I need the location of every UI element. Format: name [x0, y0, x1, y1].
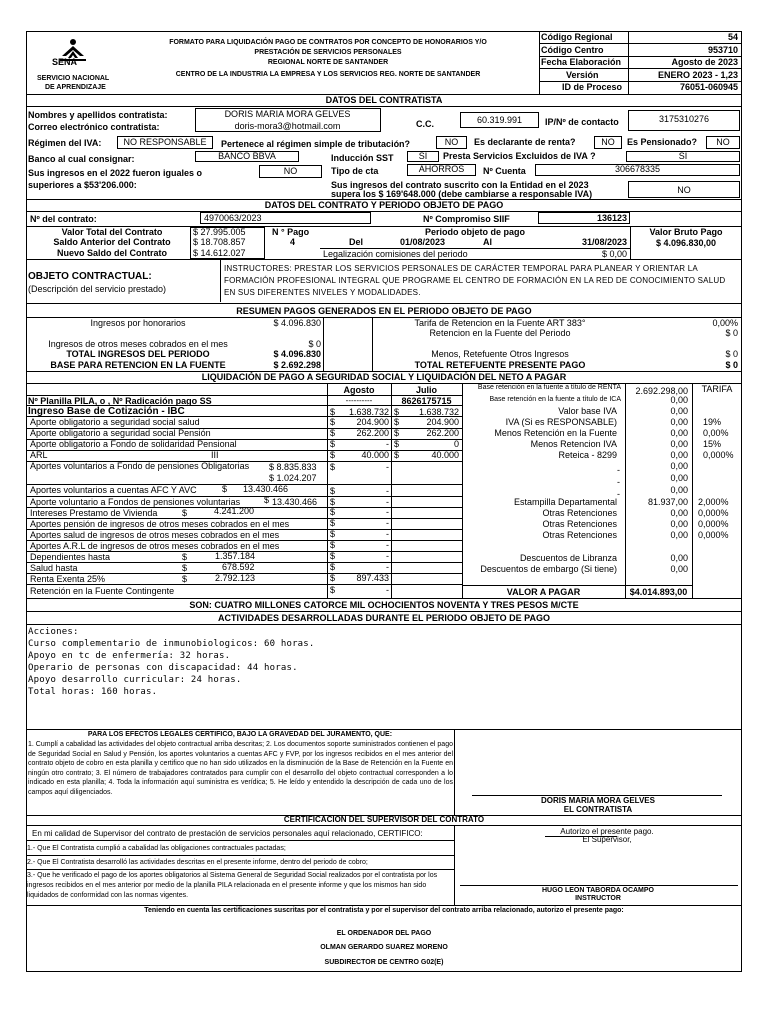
base-renta-value: 2.692.298,00	[635, 386, 688, 396]
siif-value: 136123	[596, 213, 627, 223]
induccion-label: Inducción SST	[331, 153, 394, 163]
vol-pension-1: $ 8.835.833	[269, 462, 317, 472]
ret-periodo-value: $ 0	[725, 328, 738, 338]
renta-value: NO	[601, 137, 615, 147]
legalizacion-value: $ 0,00	[601, 249, 627, 259]
al-value: 31/08/2023	[581, 237, 627, 247]
vivienda-col-dash: -	[386, 507, 389, 517]
otras-ret-value: 0,00	[670, 519, 688, 529]
total-rete-value: $ 0	[725, 360, 738, 370]
ss-row-julio-dollar: $	[394, 417, 400, 427]
induccion-value: SI	[418, 151, 428, 161]
form-title-4: CENTRO DE LA INDUSTRIA LA EMPRESA Y LOS SERVICIOS REG. NORTE DE SANTANDER	[175, 71, 481, 78]
presta-value: SI	[678, 151, 688, 161]
banco-label: Banco al cual consignar:	[28, 154, 135, 164]
num-contrato-value: 4970063/2023	[204, 213, 262, 223]
npago-value: 4	[289, 237, 295, 247]
codigo-regional-value: 54	[727, 32, 738, 42]
right-row-tarifa: 0,00%	[703, 428, 729, 438]
total-rete-label: TOTAL RETEFUENTE PRESENTE PAGO	[414, 360, 586, 370]
tipocta-label: Tipo de cta	[331, 166, 379, 176]
ingresos2022-line2: superiores a $53'206.000:	[28, 180, 137, 190]
right-row-value: 0,00	[670, 450, 688, 460]
actividad-line: Operario de personas con discapacidad: 44 horas.	[28, 663, 298, 673]
dependientes-dollar: $	[182, 552, 188, 562]
ordenador-nombre: OLMAN GERARDO SUAREZ MORENO	[320, 944, 448, 951]
arl-otros-label: Aportes A.R.L de ingresos de otros meses cobrados en el mes	[30, 541, 280, 551]
cuenta-label: Nº Cuenta	[483, 166, 526, 176]
otras-ret-label: Otras Retenciones	[542, 530, 617, 540]
ordenador-cargo: SUBDIRECTOR DE CENTRO G02(E)	[324, 959, 444, 966]
right-row-value: 0,00	[670, 439, 688, 449]
vol-pension-2: $ 1.024.207	[269, 473, 317, 483]
pensionado-value: NO	[716, 137, 730, 147]
nuevo-saldo-label: Nuevo Saldo del Contrato	[56, 248, 167, 258]
ss-row-label: Aporte obligatorio a seguridad social Pensión	[30, 428, 211, 438]
salud-hasta-col-dash: -	[386, 562, 389, 572]
salud-hasta-label: Salud hasta	[30, 563, 78, 573]
regimen-value: NO RESPONSABLE	[123, 137, 207, 147]
fecha-label: Fecha Elaboración	[541, 57, 622, 67]
afc-dollar: $	[222, 484, 228, 494]
vol-pension-label: Aportes voluntarios a Fondo de pensiones Obligatorias	[30, 461, 250, 471]
actividad-line: Curso complementario de inmunobiologicos: 60 horas.	[28, 639, 315, 649]
right-extra-value: 0,00	[670, 485, 688, 495]
presta-label: Presta Servicios Excluidos de IVA ?	[443, 151, 596, 161]
proceso-label: ID de Proceso	[562, 82, 623, 92]
fecha-value: Agosto de 2023	[671, 57, 738, 67]
ss-row-agosto: 262.200	[356, 428, 389, 438]
vol-fondo-col-dollar: $	[330, 497, 336, 507]
ibc-julio-dollar: $	[394, 407, 400, 417]
codigo-centro-label: Código Centro	[541, 45, 604, 55]
ingresos2022-line1: Sus ingresos en el 2022 fueron iguales o	[28, 168, 203, 178]
otras-ret-value: 0,00	[670, 530, 688, 540]
ss-row-julio-dollar: $	[394, 450, 400, 460]
simple-label: Pertenece al régimen simple de tributación?	[221, 139, 411, 149]
form-title-3: REGIONAL NORTE DE SANTANDER	[267, 59, 389, 66]
base-ica-label: Base retención en la fuente a título de ICA	[489, 396, 621, 403]
proceso-value: 76051-060945	[679, 82, 738, 92]
otras-ret-label: Otras Retenciones	[542, 508, 617, 518]
ss-row-julio: 262.200	[426, 428, 459, 438]
renta-exenta-dollar: $	[182, 574, 188, 584]
embargo-label: Descuentos de embargo (Si tiene)	[480, 564, 617, 574]
salud-hasta-dollar: $	[182, 563, 188, 573]
renta-exenta-label: Renta Exenta 25%	[30, 574, 106, 584]
tarifa-col: TARIFA	[701, 384, 733, 394]
ordenador-titulo: EL ORDENADOR DEL PAGO	[336, 930, 432, 937]
actividad-line: Total horas: 160 horas.	[28, 687, 158, 697]
ss-row-label: ARL	[30, 450, 48, 460]
vol-fondo-label: Aporte voluntario a Fondos de pensiones voluntarias	[30, 497, 241, 507]
saldo-anterior-value: $ 18.708.857	[193, 237, 246, 247]
supera-value: NO	[677, 185, 691, 195]
org-line1: SERVICIO NACIONAL	[37, 75, 110, 82]
estampilla-label: Estampilla Departamental	[513, 497, 617, 507]
otras-ret-tarifa: 0,000%	[698, 519, 729, 529]
regimen-label: Régimen del IVA:	[28, 138, 102, 148]
valor-bruto-label: Valor Bruto Pago	[649, 227, 723, 237]
contingente-dash: -	[386, 585, 389, 595]
saldo-anterior-label: Saldo Anterior del Contrato	[53, 237, 171, 247]
salud-otros-dash: -	[386, 529, 389, 539]
ss-row-agosto-dollar: $	[330, 439, 336, 449]
version-value: ENERO 2023 - 1,23	[657, 70, 738, 80]
base-label: BASE PARA RETENCION EN LA FUENTE	[50, 360, 226, 370]
vivienda-value: 4.241.200	[214, 506, 255, 516]
right-row-value: 0,00	[670, 428, 688, 438]
ingresos2022-value: NO	[283, 166, 298, 176]
col-agosto: Agosto	[343, 385, 375, 395]
col-julio: Julio	[415, 385, 437, 395]
supervisor-p2: 2.- Que El Contratista desarrolló las actividades descritas en el presente informe, dentro del periodo de cobro;	[27, 859, 368, 866]
total-ingresos-label: TOTAL INGRESOS DEL PERIODO	[66, 349, 210, 359]
pension-otros-dollar: $	[330, 518, 336, 528]
right-extra-value: 0,00	[670, 461, 688, 471]
afc-value: 13.430.466	[243, 484, 289, 494]
del-value: 01/08/2023	[400, 237, 446, 247]
right-row-label: Reteica - 8299	[558, 450, 617, 460]
honorarios-label: Ingresos por honorarios	[90, 318, 186, 328]
afc-label: Aportes voluntarios a cuentas AFC Y AVC	[30, 485, 197, 495]
otros-meses-value: $ 0	[308, 339, 321, 349]
otros-meses-label: Ingresos de otros meses cobrados en el mes	[48, 339, 228, 349]
otras-ret-label: Otras Retenciones	[542, 519, 617, 529]
planilla-label: Nº Planilla PILA, o , Nº Radicación pago SS	[28, 396, 212, 406]
right-extra-value: 0,00	[670, 473, 688, 483]
siif-label: Nº Compromiso SIIF	[423, 214, 510, 224]
correo-value[interactable]: doris-mora3@hotmail.com	[234, 121, 341, 131]
dependientes-col-dash: -	[386, 551, 389, 561]
ss-row-agosto: 40.000	[361, 450, 389, 460]
tipocta-value: AHORROS	[418, 164, 465, 174]
arl-otros-dollar: $	[330, 540, 336, 550]
npago-label: N ° Pago	[272, 227, 310, 237]
objeto-sub: (Descripción del servicio prestado)	[28, 284, 167, 294]
salud-hasta-value: 678.592	[222, 562, 255, 572]
nombre-value[interactable]: DORIS MARIA MORA GELVES	[224, 109, 351, 119]
pension-otros-dash: -	[386, 518, 389, 528]
renta-exenta-value: 2.792.123	[215, 573, 256, 583]
dependientes-value: 1.357.184	[215, 551, 256, 561]
periodo-label: Periodo objeto de pago	[424, 227, 525, 237]
contingente-label: Retención en la Fuente Contingente	[30, 586, 175, 596]
vivienda-dollar: $	[182, 508, 188, 518]
cert-text: 1. Cumplí a cabalidad las actividades del objeto contractual arriba descritas; 2. Los documentos soporte suministrados contienen el pago de Seguridad Social en Salud y Pensión, los aportes voluntarios a cuentas AFC y FVP, por los ingresos recibidos en el mes anterior del contrato objeto de cobro en esta planilla y certifico que no han sido utilizados en la disminución de la Base de Retención en la Fuente en ningún otro contrato; 3. El número de trabajadores contratados para cumplir con el desarrollo del objeto contractual corresponden a lo indicado en esta planilla; 4. Toda la información aquí suministra es verídica; 5. He leído y entendido la descripción de cada uno de los campos aquí diligenciados.	[28, 741, 453, 796]
total-ingresos-value: $ 4.096.830	[273, 349, 321, 359]
logo-text: SENA	[52, 57, 78, 67]
ss-row-julio: 0	[453, 439, 459, 449]
ibc-label: Ingreso Base de Cotización - IBC	[28, 406, 185, 417]
pensionado-label: Es Pensionado?	[627, 137, 698, 147]
vol-pension-dash: -	[386, 462, 389, 472]
ss-row-julio: 204.900	[426, 417, 459, 427]
autorizo-text: Autorizo el presente pago.	[560, 827, 654, 836]
actividad-line: Apoyo en tc de enfermería: 32 horas.	[28, 651, 231, 661]
ss-row-agosto-dollar: $	[330, 428, 336, 438]
son-letras: SON: CUATRO MILLONES CATORCE MIL OCHOCIENTOS NOVENTA Y TRES PESOS M/CTE	[189, 600, 579, 610]
cert-title: PARA LOS EFECTOS LEGALES CERTIFICO, BAJO LA GRAVEDAD DEL JURAMENTO, QUE:	[87, 731, 393, 738]
supervisor-title: CERTIFICACION DEL SUPERVISOR DEL CONTRATO	[283, 815, 485, 824]
ss-row-label: Aporte obligatorio a Fondo de solidaridad Pensional	[30, 439, 237, 449]
valor-bruto-value: $ 4.096.830,00	[655, 238, 717, 248]
contacto-value: 3175310276	[658, 114, 710, 124]
section-resumen: RESUMEN PAGOS GENERADOS EN EL PERIODO OBJETO DE PAGO	[236, 306, 532, 316]
simple-value: NO	[444, 137, 459, 147]
nuevo-saldo-value: $ 14.612.027	[193, 248, 246, 258]
al-label: Al	[483, 237, 492, 247]
section-contrato: DATOS DEL CONTRATO Y PERIODO OBJETO DE PAGO	[264, 200, 504, 210]
vivienda-label: Intereses Prestamo de Vivienda	[30, 508, 158, 518]
correo-label: Correo electrónico contratista:	[28, 122, 160, 132]
right-row-label: Menos Retencion IVA	[530, 439, 617, 449]
vol-pension-dollar: $	[330, 462, 336, 472]
legalizacion-label: Legalización comisiones del periodo	[323, 249, 468, 259]
ret-periodo-label: Retencion en la Fuente del Periodo	[429, 328, 571, 338]
afc-col-dollar: $	[330, 486, 336, 496]
base-renta-label: Base retención en la fuente a título de RENTA	[477, 384, 621, 391]
salud-hasta-col-dollar: $	[330, 562, 336, 572]
renta-exenta-col-value: 897.433	[356, 573, 389, 583]
right-row-tarifa: 19%	[703, 417, 722, 427]
base-ica-value: 0,00	[670, 395, 688, 405]
base-value: $ 2.692.298	[273, 360, 321, 370]
vol-fondo-value: 13.430.466	[272, 497, 318, 507]
ibc-agosto: 1.638.732	[348, 407, 389, 417]
sena-logo	[48, 38, 98, 74]
codigo-regional-label: Código Regional	[541, 32, 613, 42]
firma-contratista-rol: EL CONTRATISTA	[563, 805, 633, 814]
menos-value: $ 0	[725, 349, 738, 359]
right-row-label: Menos Retención en la Fuente	[494, 428, 617, 438]
section-contratista: DATOS DEL CONTRATISTA	[325, 95, 443, 105]
cc-label: C.C.	[416, 119, 434, 129]
honorarios-value: $ 4.096.830	[273, 318, 321, 328]
planilla-julio: 8626175715	[401, 396, 452, 406]
banco-value: BANCO BBVA	[218, 151, 276, 161]
libranza-value: 0,00	[670, 553, 688, 563]
form-title-2: PRESTACIÓN DE SERVICIOS PERSONALES	[254, 49, 402, 56]
planilla-agosto: ----------	[345, 396, 373, 405]
cuenta-value: 306678335	[614, 164, 661, 174]
el-supervisor: El Supervisor,	[582, 835, 632, 844]
right-row-tarifa: 0,000%	[703, 450, 734, 460]
ss-row-label: Aporte obligatorio a seguridad social salud	[30, 417, 200, 427]
supera-line1: Sus ingresos del contrato suscrito con la Entidad en el 2023	[331, 180, 589, 190]
supervisor-nombre: HUGO LEON TABORDA OCAMPO	[542, 887, 654, 894]
contacto-label: IP/Nº de contacto	[545, 117, 619, 127]
version-label: Versión	[566, 70, 599, 80]
sena-logo-icon	[48, 38, 98, 74]
codigo-centro-value: 953710	[707, 45, 738, 55]
right-row-label: IVA (Si es RESPONSABLE)	[505, 417, 617, 427]
objeto-label: OBJETO CONTRACTUAL:	[28, 271, 152, 282]
renta-label: Es declarante de renta?	[474, 137, 576, 147]
afc-col-dash: -	[386, 486, 389, 496]
salud-otros-dollar: $	[330, 529, 336, 539]
nombre-label: Nombres y apellidos contratista:	[28, 110, 168, 120]
ss-row-agosto-dollar: $	[330, 417, 336, 427]
firma-contratista-nombre: DORIS MARIA MORA GELVES	[541, 796, 655, 805]
num-contrato-label: Nº del contrato:	[30, 214, 97, 224]
right-extra-dash: -	[617, 465, 620, 475]
ordenador-text: Teniendo en cuenta las certificaciones suscritas por el contratista y por el supervisor del contrato arriba relacionado, autorizo el presente pago:	[144, 907, 624, 914]
ss-row-julio-dollar: $	[394, 439, 400, 449]
form-title-1: FORMATO PARA LIQUIDACIÓN PAGO DE CONTRATOS POR CONCEPTO DE HONORARIOS Y/O	[169, 39, 487, 46]
supervisor-p1: 1.- Que El Contratista cumplió a cabalidad las obligaciones contractuales pactadas;	[27, 845, 286, 852]
supervisor-rol: INSTRUCTOR	[575, 895, 621, 902]
ss-row-julio-dollar: $	[394, 428, 400, 438]
right-row-tarifa: 15%	[703, 439, 722, 449]
objeto-text: INSTRUCTORES: PRESTAR LOS SERVICIOS PERSONALES DE CARÁCTER TEMPORAL PARA PLANEAR Y ORIENTAR LA FORMACIÓN PROFESIONAL INTEGRAL QUE PROGRAME EL CENTRO DE FORMACIÓN EN LA RED DE CONOCIMIENTO SALUD EN SUS DIFERENTES NIVELES Y MODALIDADES.	[224, 264, 726, 297]
vol-fondo-dollar: $	[264, 495, 270, 505]
dependientes-label: Dependientes hasta	[30, 552, 111, 562]
section-liquidacion: LIQUIDACIÓN DE PAGO A SEGURIDAD SOCIAL Y LIQUIDACIÓN DEL NETO A PAGAR	[201, 372, 567, 382]
estampilla-tarifa: 2,000%	[698, 497, 729, 507]
tarifa-value: 0,00%	[712, 318, 738, 328]
menos-label: Menos, Retefuente Otros Ingresos	[431, 349, 569, 359]
embargo-value: 0,00	[670, 564, 688, 574]
otras-ret-value: 0,00	[670, 508, 688, 518]
supera-line2: supera los $ 169'648.000 (debe cambiarse a responsable IVA)	[331, 189, 593, 199]
valor-total-value: $ 27.995.005	[193, 227, 246, 237]
vol-fondo-col-dash: -	[386, 497, 389, 507]
ss-row-julio: 40.000	[431, 450, 459, 460]
actividad-line: Acciones:	[28, 627, 79, 637]
ibc-agosto-dollar: $	[330, 407, 336, 417]
valor-pagar-label: VALOR A PAGAR	[506, 587, 581, 597]
del-label: Del	[349, 237, 364, 247]
actividad-line: Apoyo desarrollo curricular: 24 horas.	[28, 675, 242, 685]
salud-otros-label: Aportes salud de ingresos de otros meses cobrados en el mes	[30, 530, 280, 540]
otras-ret-tarifa: 0,000%	[698, 530, 729, 540]
libranza-label: Descuentos de Libranza	[519, 553, 617, 563]
right-extra-dash: -	[617, 477, 620, 487]
right-row-label: Valor base IVA	[558, 406, 617, 416]
pension-otros-label: Aportes pensión de ingresos de otros meses cobrados en el mes	[30, 519, 290, 529]
right-row-value: 0,00	[670, 406, 688, 416]
estampilla-value: 81.937,00	[647, 497, 688, 507]
supervisor-intro: En mi calidad de Supervisor del contrato de prestación de servicios personales aquí relacionado, CERTIFICO:	[32, 829, 423, 838]
ss-row-agosto-dollar: $	[330, 450, 336, 460]
arl-class: III	[211, 450, 219, 460]
supervisor-p3: 3.- Que he verificado el pago de los aportes obligatorios al Sistema General de Seguridad Social realizados por el contratista por los ingresos recibidos en el mes anterior por medio de la planilla PILA relacionada en el presente informe y que los mismos han sido liquidados de conformidad con las normas vigentes.	[27, 872, 438, 899]
org-line2: DE APRENDIZAJE	[45, 84, 106, 91]
ss-row-agosto: -	[386, 439, 389, 449]
renta-exenta-col-dollar: $	[330, 573, 336, 583]
ibc-julio: 1.638.732	[418, 407, 459, 417]
right-row-value: 0,00	[670, 417, 688, 427]
valor-total-label: Valor Total del Contrato	[61, 227, 163, 237]
cc-value: 60.319.991	[476, 115, 523, 125]
dependientes-col-dollar: $	[330, 551, 336, 561]
contingente-dollar: $	[330, 585, 336, 595]
tarifa-label: Tarifa de Retencion en la Fuente ART 383°	[414, 318, 586, 328]
arl-otros-dash: -	[386, 540, 389, 550]
vivienda-col-dollar: $	[330, 507, 336, 517]
ss-row-agosto: 204.900	[356, 417, 389, 427]
right-extra-dash: -	[617, 489, 620, 499]
otras-ret-tarifa: 0,000%	[698, 508, 729, 518]
valor-pagar-value: $4.014.893,00	[629, 587, 688, 597]
section-actividades: ACTIVIDADES DESARROLLADAS DURANTE EL PERIODO OBJETO DE PAGO	[217, 613, 551, 623]
